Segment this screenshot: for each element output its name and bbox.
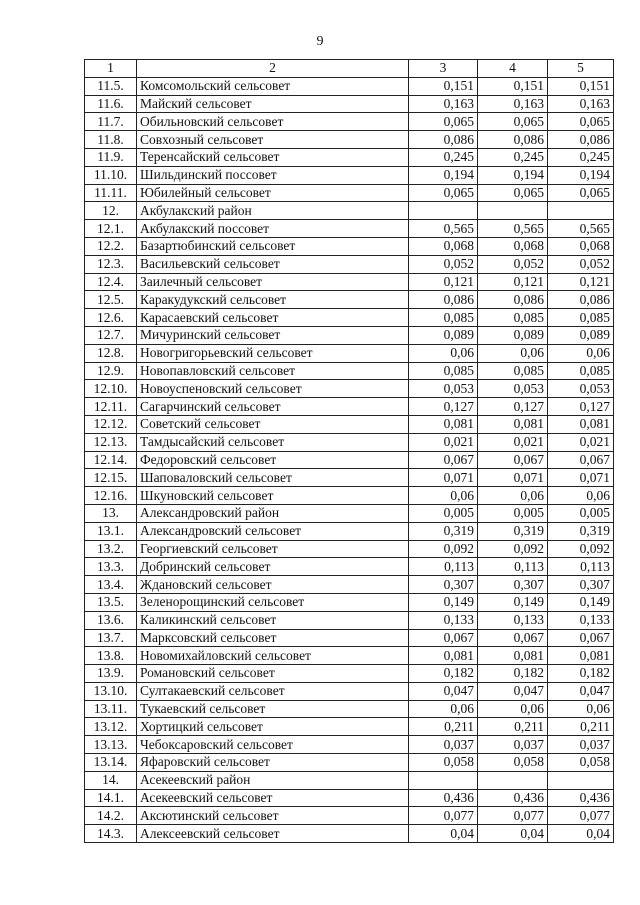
- value-col-3: 0,245: [409, 148, 478, 166]
- value-col-5: 0,021: [548, 433, 614, 451]
- value-col-3: 0,06: [409, 344, 478, 362]
- value-col-3: 0,319: [409, 522, 478, 540]
- municipality-name: Романовский сельсовет: [137, 665, 409, 683]
- municipality-name: Тамдысайский сельсовет: [137, 433, 409, 451]
- municipality-name: Султакаевский сельсовет: [137, 682, 409, 700]
- row-number: 13.5.: [85, 593, 137, 611]
- row-number: 11.11.: [85, 184, 137, 202]
- value-col-5: 0,245: [548, 148, 614, 166]
- value-col-5: 0,068: [548, 237, 614, 255]
- value-col-5: 0,151: [548, 77, 614, 95]
- table-row: [85, 469, 614, 487]
- row-number: 11.6.: [85, 95, 137, 113]
- value-col-3: 0,163: [409, 95, 478, 113]
- value-col-3: 0,058: [409, 754, 478, 772]
- row-number: 14.3.: [85, 825, 137, 843]
- municipality-name: Заилечный сельсовет: [137, 273, 409, 291]
- value-col-4: [478, 771, 548, 789]
- row-number: 13.4.: [85, 576, 137, 594]
- value-col-5: 0,149: [548, 593, 614, 611]
- value-col-5: 0,067: [548, 629, 614, 647]
- row-number: 12.8.: [85, 344, 137, 362]
- row-number: 12.14.: [85, 451, 137, 469]
- value-col-4: 0,245: [478, 148, 548, 166]
- value-col-3: 0,113: [409, 558, 478, 576]
- value-col-3: 0,071: [409, 469, 478, 487]
- table-row: [85, 362, 614, 380]
- municipality-name: Юбилейный сельсовет: [137, 184, 409, 202]
- page-number: 9: [316, 34, 324, 49]
- value-col-4: 0,163: [478, 95, 548, 113]
- value-col-3: 0,092: [409, 540, 478, 558]
- value-col-3: [409, 771, 478, 789]
- row-number: 12.12.: [85, 415, 137, 433]
- table-row: [85, 807, 614, 825]
- table-row: [85, 344, 614, 362]
- table-row: [85, 593, 614, 611]
- table-row: [85, 415, 614, 433]
- value-col-4: 0,021: [478, 433, 548, 451]
- value-col-4: 0,005: [478, 504, 548, 522]
- table-row: [85, 291, 614, 309]
- value-col-5: 0,089: [548, 326, 614, 344]
- table-row: [85, 754, 614, 772]
- municipality-name: Акбулакский поссовет: [137, 220, 409, 238]
- row-number: 14.: [85, 771, 137, 789]
- municipality-name: Асекеевский сельсовет: [137, 789, 409, 807]
- value-col-4: 0,068: [478, 237, 548, 255]
- row-number: 12.1.: [85, 220, 137, 238]
- municipality-name: Майский сельсовет: [137, 95, 409, 113]
- row-number: 12.5.: [85, 291, 137, 309]
- value-col-3: 0,436: [409, 789, 478, 807]
- row-number: 13.12.: [85, 718, 137, 736]
- value-col-5: 0,06: [548, 487, 614, 505]
- value-col-4: 0,307: [478, 576, 548, 594]
- row-number: 13.11.: [85, 700, 137, 718]
- value-col-3: 0,037: [409, 736, 478, 754]
- row-number: 13.3.: [85, 558, 137, 576]
- value-col-5: [548, 771, 614, 789]
- data-table: [84, 59, 614, 843]
- value-col-3: 0,065: [409, 184, 478, 202]
- value-col-5: 0,127: [548, 398, 614, 416]
- value-col-5: 0,113: [548, 558, 614, 576]
- row-number: 11.8.: [85, 131, 137, 149]
- table-row: [85, 451, 614, 469]
- municipality-name: Тукаевский сельсовет: [137, 700, 409, 718]
- value-col-3: 0,081: [409, 415, 478, 433]
- value-col-3: 0,053: [409, 380, 478, 398]
- row-number: 13.9.: [85, 665, 137, 683]
- municipality-name: Новогригорьевский сельсовет: [137, 344, 409, 362]
- value-col-3: 0,081: [409, 647, 478, 665]
- municipality-name: Васильевский сельсовет: [137, 255, 409, 273]
- municipality-name: Акбулакский район: [137, 202, 409, 220]
- table-row: [85, 237, 614, 255]
- value-col-4: 0,182: [478, 665, 548, 683]
- municipality-name: Новопавловский сельсовет: [137, 362, 409, 380]
- value-col-3: 0,086: [409, 131, 478, 149]
- table-row: [85, 771, 614, 789]
- value-col-4: 0,089: [478, 326, 548, 344]
- value-col-3: 0,077: [409, 807, 478, 825]
- value-col-3: [409, 202, 478, 220]
- value-col-3: 0,089: [409, 326, 478, 344]
- value-col-3: 0,052: [409, 255, 478, 273]
- municipality-name: Александровский район: [137, 504, 409, 522]
- municipality-name: Федоровский сельсовет: [137, 451, 409, 469]
- value-col-4: 0,092: [478, 540, 548, 558]
- value-col-5: 0,133: [548, 611, 614, 629]
- value-col-4: 0,127: [478, 398, 548, 416]
- value-col-3: 0,127: [409, 398, 478, 416]
- municipality-name: Яфаровский сельсовет: [137, 754, 409, 772]
- row-number: 11.9.: [85, 148, 137, 166]
- value-col-5: 0,436: [548, 789, 614, 807]
- value-col-4: 0,058: [478, 754, 548, 772]
- value-col-3: 0,194: [409, 166, 478, 184]
- value-col-3: 0,068: [409, 237, 478, 255]
- value-col-5: 0,182: [548, 665, 614, 683]
- table-row: [85, 700, 614, 718]
- table-row: [85, 309, 614, 327]
- value-col-4: 0,081: [478, 647, 548, 665]
- row-number: 12.7.: [85, 326, 137, 344]
- municipality-name: Марксовский сельсовет: [137, 629, 409, 647]
- value-col-3: 0,121: [409, 273, 478, 291]
- value-col-4: 0,047: [478, 682, 548, 700]
- value-col-4: 0,06: [478, 700, 548, 718]
- value-col-5: 0,037: [548, 736, 614, 754]
- value-col-4: 0,065: [478, 184, 548, 202]
- table-row: [85, 184, 614, 202]
- municipality-name: Шаповаловский сельсовет: [137, 469, 409, 487]
- municipality-name: Совхозный сельсовет: [137, 131, 409, 149]
- table-row: [85, 326, 614, 344]
- table-row: [85, 682, 614, 700]
- row-number: 12.15.: [85, 469, 137, 487]
- table-row: [85, 647, 614, 665]
- value-col-4: 0,04: [478, 825, 548, 843]
- value-col-3: 0,065: [409, 113, 478, 131]
- municipality-name: Каликинский сельсовет: [137, 611, 409, 629]
- table-row: [85, 220, 614, 238]
- municipality-name: Александровский сельсовет: [137, 522, 409, 540]
- row-number: 12.11.: [85, 398, 137, 416]
- municipality-name: Комсомольский сельсовет: [137, 77, 409, 95]
- municipality-name: Хортицкий сельсовет: [137, 718, 409, 736]
- value-col-3: 0,06: [409, 487, 478, 505]
- table-row: [85, 736, 614, 754]
- table-row: [85, 398, 614, 416]
- value-col-4: 0,086: [478, 291, 548, 309]
- table-row: [85, 611, 614, 629]
- value-col-5: 0,194: [548, 166, 614, 184]
- value-col-4: 0,06: [478, 487, 548, 505]
- value-col-3: 0,151: [409, 77, 478, 95]
- value-col-4: 0,071: [478, 469, 548, 487]
- row-number: 13.2.: [85, 540, 137, 558]
- row-number: 12.6.: [85, 309, 137, 327]
- value-col-4: 0,081: [478, 415, 548, 433]
- table-row: [85, 255, 614, 273]
- value-col-3: 0,086: [409, 291, 478, 309]
- value-col-3: 0,307: [409, 576, 478, 594]
- table-row: [85, 380, 614, 398]
- value-col-5: [548, 202, 614, 220]
- municipality-name: Новомихайловский сельсовет: [137, 647, 409, 665]
- table-row: [85, 789, 614, 807]
- value-col-3: 0,067: [409, 629, 478, 647]
- value-col-5: 0,058: [548, 754, 614, 772]
- value-col-5: 0,065: [548, 184, 614, 202]
- value-col-5: 0,085: [548, 362, 614, 380]
- table-row: [85, 718, 614, 736]
- municipality-name: Шильдинский поссовет: [137, 166, 409, 184]
- row-number: 12.: [85, 202, 137, 220]
- value-col-4: [478, 202, 548, 220]
- value-col-5: 0,307: [548, 576, 614, 594]
- municipality-name: Георгиевский сельсовет: [137, 540, 409, 558]
- table-row: [85, 825, 614, 843]
- table-row: [85, 95, 614, 113]
- value-col-3: 0,021: [409, 433, 478, 451]
- row-number: 12.9.: [85, 362, 137, 380]
- municipality-name: Аксютинский сельсовет: [137, 807, 409, 825]
- value-col-5: 0,163: [548, 95, 614, 113]
- row-number: 11.5.: [85, 77, 137, 95]
- value-col-3: 0,04: [409, 825, 478, 843]
- value-col-4: 0,065: [478, 113, 548, 131]
- table-row: [85, 433, 614, 451]
- table-row: [85, 576, 614, 594]
- value-col-4: 0,085: [478, 309, 548, 327]
- value-col-4: 0,151: [478, 77, 548, 95]
- table-row: [85, 166, 614, 184]
- value-col-3: 0,211: [409, 718, 478, 736]
- column-header-1: 1: [85, 60, 137, 78]
- row-number: 14.2.: [85, 807, 137, 825]
- value-col-3: 0,085: [409, 362, 478, 380]
- row-number: 13.7.: [85, 629, 137, 647]
- table-row: [85, 77, 614, 95]
- value-col-3: 0,149: [409, 593, 478, 611]
- row-number: 13.10.: [85, 682, 137, 700]
- value-col-5: 0,06: [548, 700, 614, 718]
- row-number: 14.1.: [85, 789, 137, 807]
- row-number: 12.4.: [85, 273, 137, 291]
- value-col-4: 0,067: [478, 629, 548, 647]
- value-col-4: 0,086: [478, 131, 548, 149]
- row-number: 12.2.: [85, 237, 137, 255]
- value-col-5: 0,065: [548, 113, 614, 131]
- row-number: 13.1.: [85, 522, 137, 540]
- value-col-4: 0,085: [478, 362, 548, 380]
- value-col-5: 0,092: [548, 540, 614, 558]
- row-number: 12.10.: [85, 380, 137, 398]
- row-number: 13.8.: [85, 647, 137, 665]
- municipality-name: Базартюбинский сельсовет: [137, 237, 409, 255]
- table-body: [85, 77, 614, 842]
- value-col-5: 0,071: [548, 469, 614, 487]
- value-col-4: 0,319: [478, 522, 548, 540]
- column-header-5: 5: [548, 60, 614, 78]
- table-row: [85, 131, 614, 149]
- row-number: 13.: [85, 504, 137, 522]
- municipality-name: Теренсайский сельсовет: [137, 148, 409, 166]
- row-number: 12.16.: [85, 487, 137, 505]
- municipality-name: Чебоксаровский сельсовет: [137, 736, 409, 754]
- municipality-name: Советский сельсовет: [137, 415, 409, 433]
- value-col-5: 0,086: [548, 131, 614, 149]
- municipality-name: Сагарчинский сельсовет: [137, 398, 409, 416]
- value-col-5: 0,052: [548, 255, 614, 273]
- municipality-name: Шкуновский сельсовет: [137, 487, 409, 505]
- table-row: [85, 113, 614, 131]
- value-col-4: 0,06: [478, 344, 548, 362]
- municipality-name: Новоуспеновский сельсовет: [137, 380, 409, 398]
- value-col-4: 0,067: [478, 451, 548, 469]
- value-col-5: 0,211: [548, 718, 614, 736]
- municipality-name: Асекеевский район: [137, 771, 409, 789]
- value-col-4: 0,037: [478, 736, 548, 754]
- municipality-name: Мичуринский сельсовет: [137, 326, 409, 344]
- value-col-5: 0,081: [548, 415, 614, 433]
- value-col-5: 0,047: [548, 682, 614, 700]
- value-col-3: 0,06: [409, 700, 478, 718]
- table-row: [85, 540, 614, 558]
- value-col-3: 0,133: [409, 611, 478, 629]
- row-number: 13.6.: [85, 611, 137, 629]
- table-row: [85, 202, 614, 220]
- value-col-5: 0,121: [548, 273, 614, 291]
- value-col-3: 0,047: [409, 682, 478, 700]
- value-col-3: 0,565: [409, 220, 478, 238]
- value-col-5: 0,053: [548, 380, 614, 398]
- value-col-4: 0,565: [478, 220, 548, 238]
- value-col-4: 0,194: [478, 166, 548, 184]
- municipality-name: Карасаевский сельсовет: [137, 309, 409, 327]
- value-col-4: 0,113: [478, 558, 548, 576]
- column-header-2: 2: [137, 60, 409, 78]
- value-col-3: 0,067: [409, 451, 478, 469]
- value-col-4: 0,121: [478, 273, 548, 291]
- value-col-4: 0,052: [478, 255, 548, 273]
- column-header-4: 4: [478, 60, 548, 78]
- row-number: 12.13.: [85, 433, 137, 451]
- row-number: 12.3.: [85, 255, 137, 273]
- value-col-5: 0,081: [548, 647, 614, 665]
- value-col-4: 0,053: [478, 380, 548, 398]
- municipality-name: Обильновский сельсовет: [137, 113, 409, 131]
- column-header-3: 3: [409, 60, 478, 78]
- row-number: 13.13.: [85, 736, 137, 754]
- municipality-name: Алексеевский сельсовет: [137, 825, 409, 843]
- value-col-5: 0,319: [548, 522, 614, 540]
- municipality-name: Добринский сельсовет: [137, 558, 409, 576]
- row-number: 11.10.: [85, 166, 137, 184]
- table-row: [85, 522, 614, 540]
- header-row: [85, 60, 614, 78]
- value-col-5: 0,04: [548, 825, 614, 843]
- value-col-3: 0,085: [409, 309, 478, 327]
- row-number: 11.7.: [85, 113, 137, 131]
- row-number: 13.14.: [85, 754, 137, 772]
- value-col-4: 0,077: [478, 807, 548, 825]
- table-row: [85, 148, 614, 166]
- value-col-3: 0,005: [409, 504, 478, 522]
- table-row: [85, 665, 614, 683]
- value-col-5: 0,067: [548, 451, 614, 469]
- municipality-name: Ждановский сельсовет: [137, 576, 409, 594]
- value-col-5: 0,085: [548, 309, 614, 327]
- value-col-5: 0,06: [548, 344, 614, 362]
- table-row: [85, 558, 614, 576]
- table-row: [85, 629, 614, 647]
- value-col-4: 0,149: [478, 593, 548, 611]
- value-col-4: 0,211: [478, 718, 548, 736]
- municipality-name: Зеленорощинский сельсовет: [137, 593, 409, 611]
- value-col-5: 0,077: [548, 807, 614, 825]
- municipality-name: Каракудукский сельсовет: [137, 291, 409, 309]
- table-row: [85, 273, 614, 291]
- value-col-4: 0,436: [478, 789, 548, 807]
- table-row: [85, 504, 614, 522]
- value-col-3: 0,182: [409, 665, 478, 683]
- value-col-5: 0,565: [548, 220, 614, 238]
- value-col-5: 0,005: [548, 504, 614, 522]
- value-col-4: 0,133: [478, 611, 548, 629]
- table-row: [85, 487, 614, 505]
- value-col-5: 0,086: [548, 291, 614, 309]
